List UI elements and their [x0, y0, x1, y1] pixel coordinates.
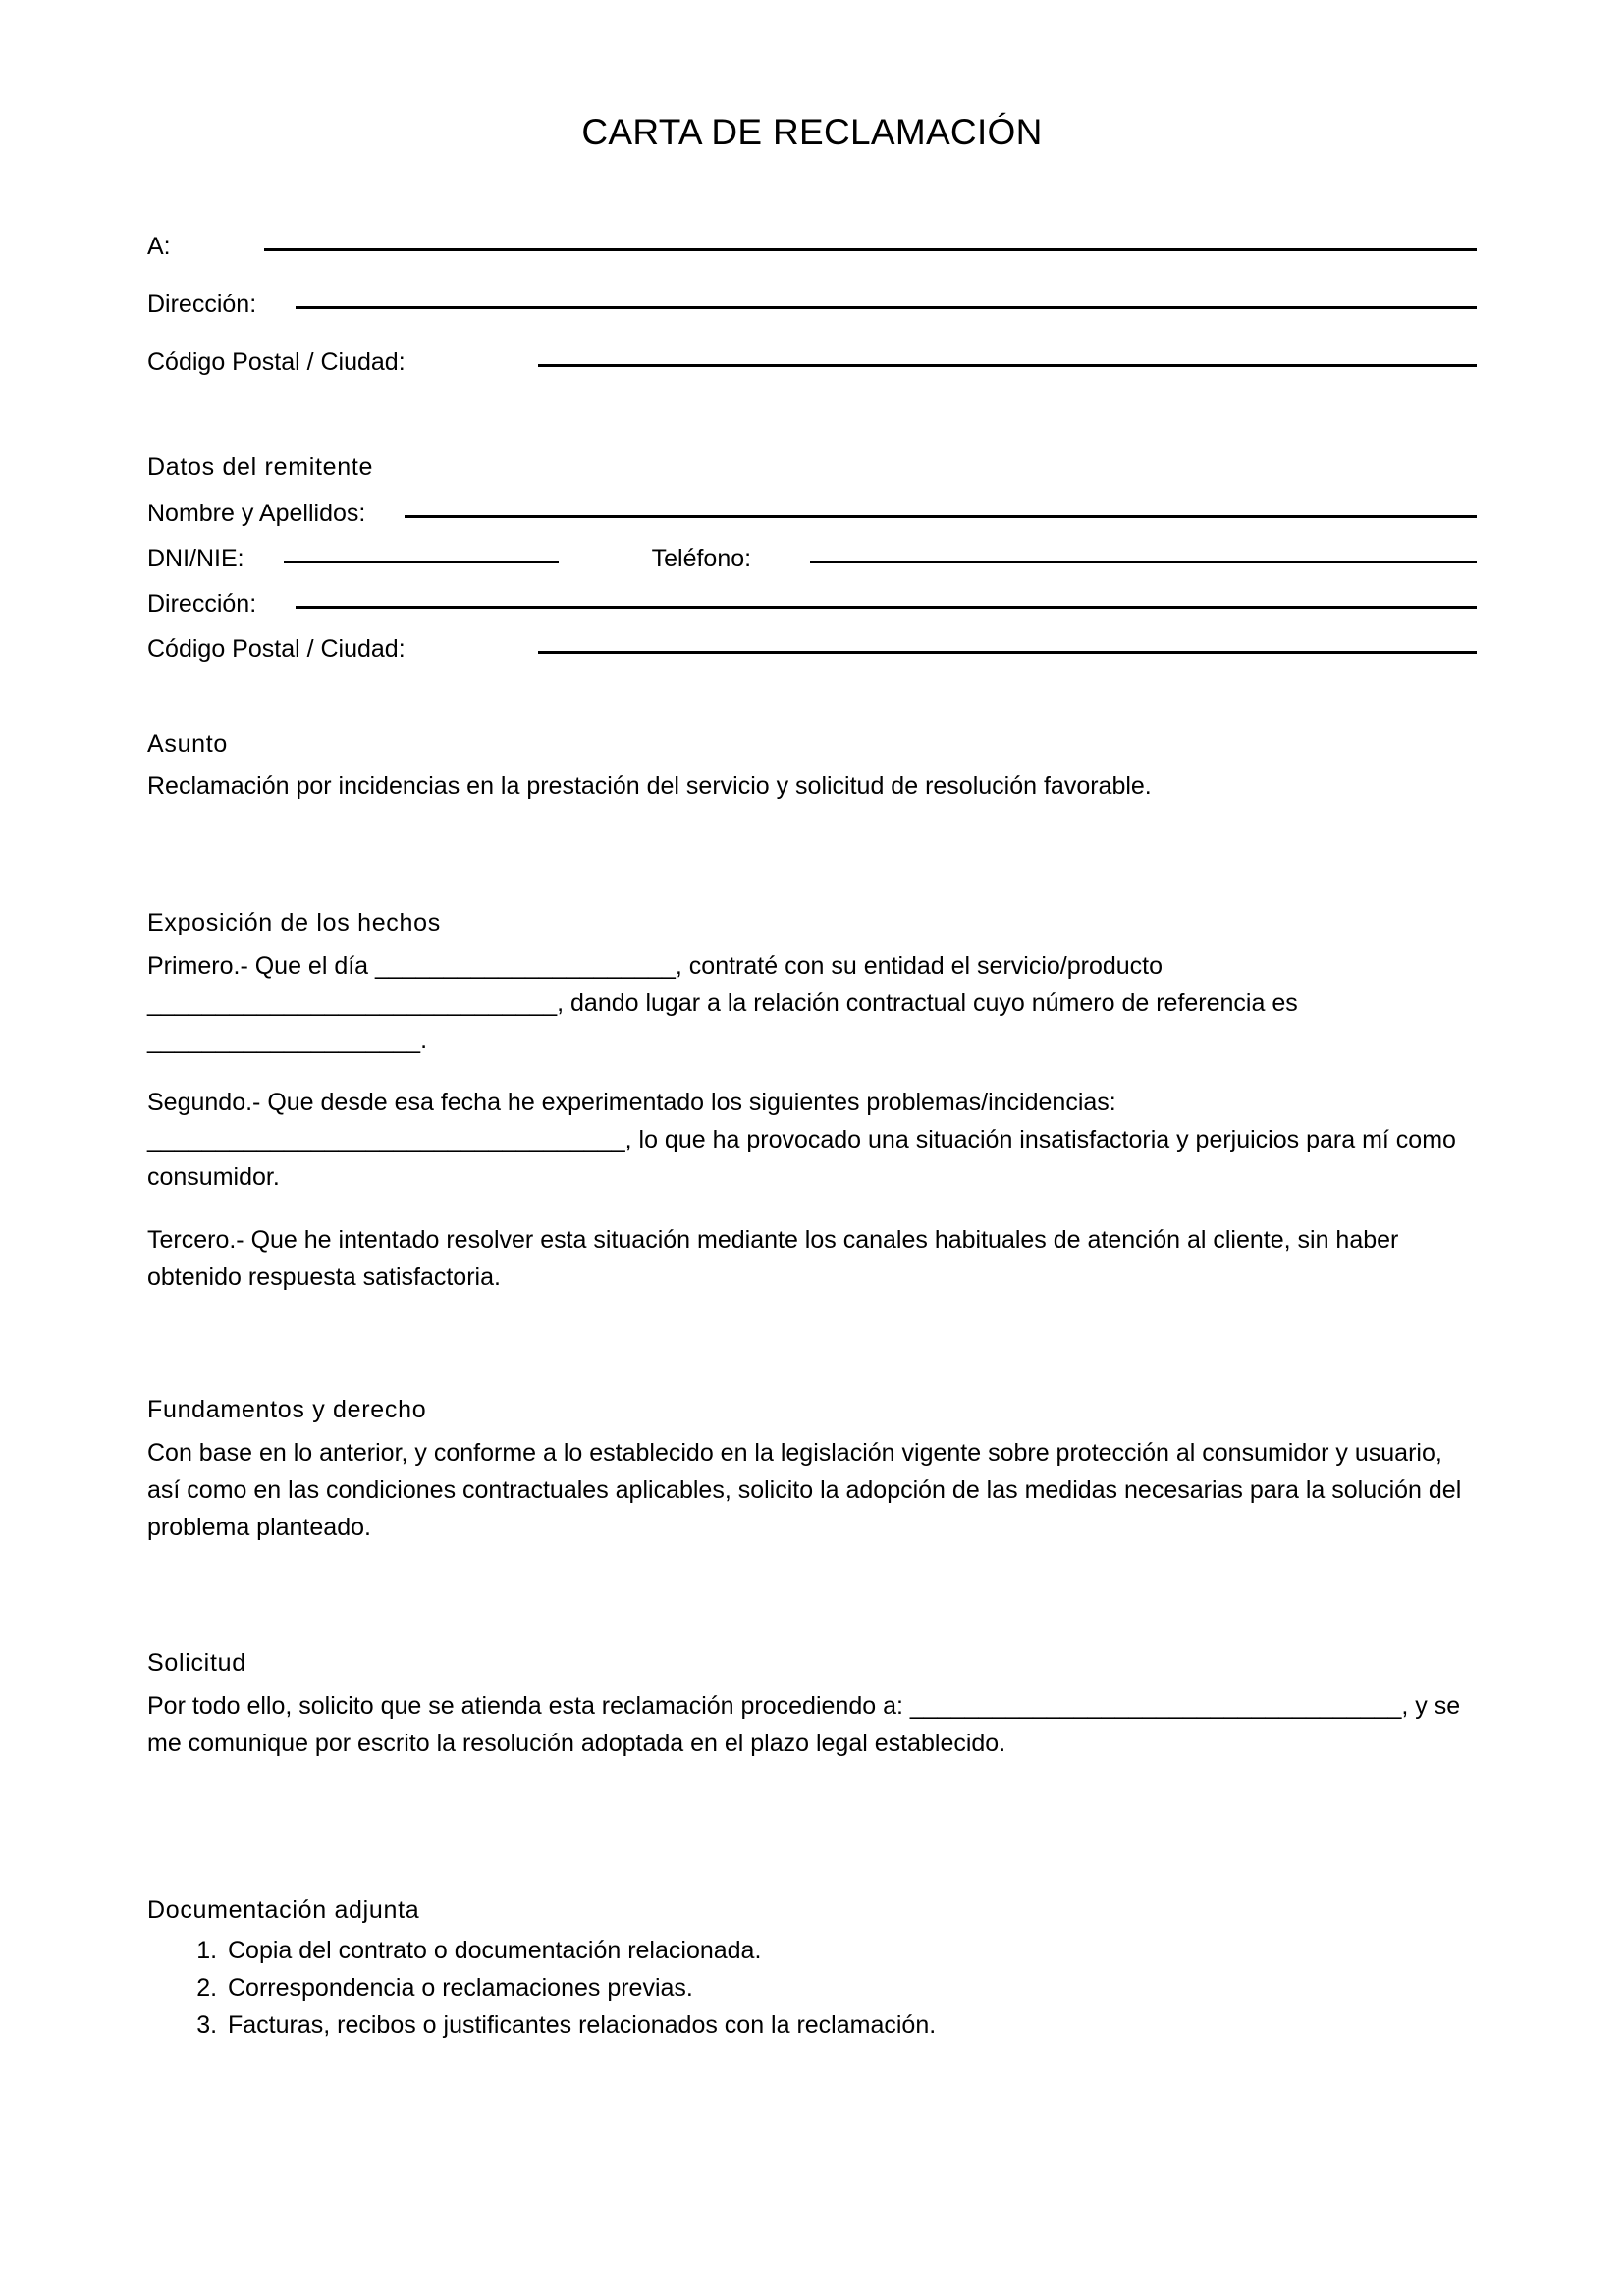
- recipient-to-label: A:: [147, 233, 171, 260]
- sender-address-label: Dirección:: [147, 590, 257, 617]
- sender-postal-input[interactable]: [538, 651, 1477, 654]
- subject-text: Reclamación por incidencias en la prestación del servicio y solicitud de resolución favorable.: [147, 773, 1152, 800]
- request-block: [147, 1647, 1477, 1762]
- sender-name-row: [147, 499, 1477, 528]
- list-item: 2. Correspondencia o reclamaciones previas.: [224, 1969, 1477, 2006]
- sender-id-input[interactable]: [284, 561, 559, 563]
- sender-phone-input[interactable]: [810, 561, 1477, 563]
- recipient-postal-row: [147, 347, 1477, 377]
- attachments-list: [147, 1932, 1477, 2044]
- recipient-address-input[interactable]: [296, 306, 1477, 309]
- sender-address-row: [147, 589, 1477, 618]
- legal-basis-block: [147, 1394, 1477, 1546]
- sender-block: [147, 452, 1477, 664]
- legal-basis-heading: Fundamentos y derecho: [147, 1396, 427, 1423]
- facts-third-paragraph: Tercero.- Que he intentado resolver esta situación mediante los canales habituales de atención al cliente, sin haber obtenido respuesta satisfactoria.: [147, 1226, 1399, 1291]
- request-heading: Solicitud: [147, 1649, 246, 1677]
- sender-address-input[interactable]: [296, 606, 1477, 609]
- sender-phone-label: Teléfono:: [651, 545, 752, 572]
- request-text: Por todo ello, solicito que se atienda esta reclamación procediendo a: ____________________________________, y se me comunique por escrito la resolución adoptada en el plazo legal establecido.: [147, 1692, 1461, 1757]
- recipient-address-label: Dirección:: [147, 291, 257, 318]
- recipient-postal-input[interactable]: [538, 364, 1477, 367]
- subject-heading: Asunto: [147, 730, 229, 758]
- recipient-block: [147, 232, 1477, 377]
- list-item: 3. Facturas, recibos o justificantes relacionados con la reclamación.: [224, 2006, 1477, 2044]
- sender-heading: Datos del remitente: [147, 454, 374, 481]
- facts-heading: Exposición de los hechos: [147, 909, 441, 936]
- facts-block: [147, 907, 1477, 1296]
- recipient-to-input[interactable]: [264, 248, 1477, 251]
- recipient-address-row: [147, 290, 1477, 319]
- attachments-block: [147, 1895, 1477, 2044]
- sender-postal-row: [147, 634, 1477, 664]
- sender-postal-label: Código Postal / Ciudad:: [147, 635, 406, 663]
- recipient-postal-label: Código Postal / Ciudad:: [147, 348, 406, 376]
- list-item: 1. Copia del contrato o documentación relacionada.: [224, 1932, 1477, 1969]
- legal-basis-text: Con base en lo anterior, y conforme a lo establecido en la legislación vigente sobre protección al consumidor y usuario, así como en las condiciones contractuales aplicables, solicito la adopción de las medidas necesarias para la solución del problema planteado.: [147, 1439, 1462, 1541]
- sender-id-label: DNI/NIE:: [147, 545, 244, 572]
- sender-name-input[interactable]: [405, 515, 1477, 518]
- sender-id-phone-row: [147, 544, 1477, 573]
- facts-first-paragraph: Primero.- Que el día ______________________, contraté con su entidad el servicio/producto ______________________________, dando lugar a la relación contractual cuyo número de referencia es ____________________.: [147, 952, 1298, 1054]
- facts-second-paragraph: Segundo.- Que desde esa fecha he experimentado los siguientes problemas/incidencias: ___________________________________, lo que ha provocado una situación insatisfactoria y perjuicios para mí como consumidor.: [147, 1089, 1456, 1191]
- recipient-to-row: [147, 232, 1477, 261]
- attachments-heading: Documentación adjunta: [147, 1896, 420, 1924]
- subject-block: [147, 728, 1477, 805]
- sender-name-label: Nombre y Apellidos:: [147, 500, 366, 527]
- page-title: CARTA DE RECLAMACIÓN: [581, 112, 1043, 152]
